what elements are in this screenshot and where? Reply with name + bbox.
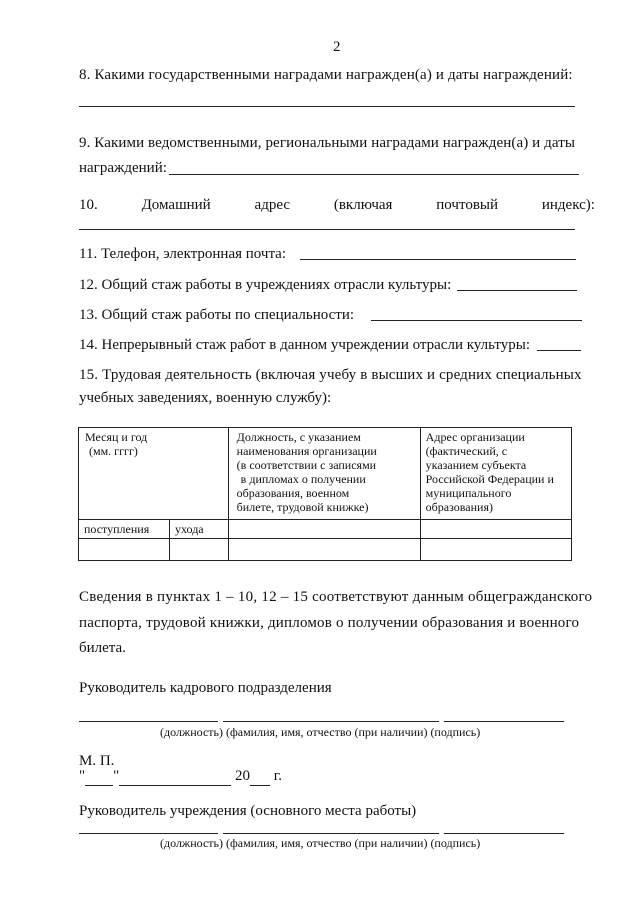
table-subheader-row xyxy=(79,520,572,539)
question-15-label-cont: учебных заведениях, военную службу): xyxy=(79,390,332,406)
header-month-year-line1: Месяц и год xyxy=(85,430,148,444)
cell-position[interactable] xyxy=(228,539,420,561)
question-10-field[interactable] xyxy=(79,229,575,230)
question-8-field[interactable] xyxy=(79,106,575,107)
note-line-1: Сведения в пунктах 1 – 10, 12 – 15 соответствуют данным общегражданского xyxy=(79,589,593,605)
note-line-3: билета. xyxy=(79,640,126,656)
org-head-caption: (должность) (фамилия, имя, отчество (при наличии) (подпись) xyxy=(160,836,481,850)
q10-word: (включая xyxy=(333,197,393,213)
header-month-year xyxy=(79,428,229,520)
subheader-from: поступления xyxy=(79,520,170,539)
header-position xyxy=(228,428,420,520)
header-position-line: билете, трудовой книжке) xyxy=(236,500,369,514)
hr-head-position-field[interactable] xyxy=(79,721,218,722)
hr-head-name-field[interactable] xyxy=(223,721,439,722)
question-11-field[interactable] xyxy=(300,259,576,260)
cell-to[interactable] xyxy=(170,539,229,561)
org-head-title: Руководитель учреждения (основного места работы) xyxy=(79,803,417,819)
header-address-line: Адрес организации xyxy=(425,430,525,444)
question-12-field[interactable] xyxy=(457,290,577,291)
q10-word: 10. xyxy=(79,197,98,213)
question-9-label-cont: награждений: xyxy=(79,160,167,176)
org-head-position-field[interactable] xyxy=(79,833,218,834)
question-11-label: 11. Телефон, электронная почта: xyxy=(79,246,287,262)
employment-history-table xyxy=(78,427,572,561)
header-address-line: образования) xyxy=(425,500,493,514)
question-9-field[interactable] xyxy=(169,174,579,175)
q10-word: почтовый xyxy=(436,197,499,213)
header-address-line: указанием субъекта xyxy=(425,458,527,472)
question-9-label: 9. Какими ведомственными, региональными наградами награжден(а) и даты xyxy=(79,135,576,151)
date-month-field[interactable] xyxy=(119,767,231,786)
question-12-label: 12. Общий стаж работы в учреждениях отрасли культуры: xyxy=(79,277,452,293)
date-day-field[interactable] xyxy=(85,767,113,786)
question-10-label xyxy=(79,197,595,214)
q10-word: индекс): xyxy=(541,197,595,213)
header-position-line: в дипломах о получении xyxy=(240,472,366,486)
hr-head-caption: (должность) (фамилия, имя, отчество (при наличии) (подпись) xyxy=(160,725,481,739)
org-head-name-field[interactable] xyxy=(223,833,439,834)
cell-from[interactable] xyxy=(79,539,170,561)
date-row xyxy=(79,767,282,786)
header-position-line: (в соответствии с записями xyxy=(236,458,377,472)
subheader-to: ухода xyxy=(170,520,229,539)
subheader-empty xyxy=(420,520,571,539)
question-13-label: 13. Общий стаж работы по специальности: xyxy=(79,307,355,323)
date-quote-close: " xyxy=(113,768,120,784)
hr-head-title: Руководитель кадрового подразделения xyxy=(79,680,332,696)
q10-word: Домашний xyxy=(141,197,211,213)
header-address-line: Российской Федерации и xyxy=(425,472,554,486)
date-year-prefix: 20 xyxy=(235,768,250,784)
header-position-line: наименования организации xyxy=(236,444,377,458)
note-line-2: паспорта, трудовой книжки, дипломов о получении образования и военного xyxy=(79,615,580,631)
date-quote-open: " xyxy=(79,768,86,784)
header-position-line: образования, военном xyxy=(236,486,350,500)
cell-address[interactable] xyxy=(420,539,571,561)
header-address-line: муниципального xyxy=(425,486,512,500)
question-15-label: 15. Трудовая деятельность (включая учебу в высших и средних специальных xyxy=(79,367,582,383)
question-14-field[interactable] xyxy=(537,350,581,351)
org-head-signature-field[interactable] xyxy=(444,833,564,834)
header-month-year-line2: (мм. гггг) xyxy=(89,444,138,458)
hr-head-signature-field[interactable] xyxy=(444,721,564,722)
header-address-line: (фактический, с xyxy=(425,444,508,458)
stamp-label: М. П. xyxy=(79,753,115,769)
question-8-label: 8. Какими государственными наградами награжден(а) и даты награждений: xyxy=(79,67,573,83)
question-13-field[interactable] xyxy=(371,320,582,321)
date-year-suffix: г. xyxy=(273,768,282,784)
header-position-line: Должность, с указанием xyxy=(236,430,361,444)
question-14-label: 14. Непрерывный стаж работ в данном учреждении отрасли культуры: xyxy=(79,337,530,353)
header-address xyxy=(420,428,571,520)
subheader-empty xyxy=(228,520,420,539)
table-row xyxy=(79,539,572,561)
date-year-field[interactable] xyxy=(250,767,270,786)
table-header-row xyxy=(79,428,572,520)
page-number: 2 xyxy=(333,39,341,55)
q10-word: адрес xyxy=(254,197,291,213)
